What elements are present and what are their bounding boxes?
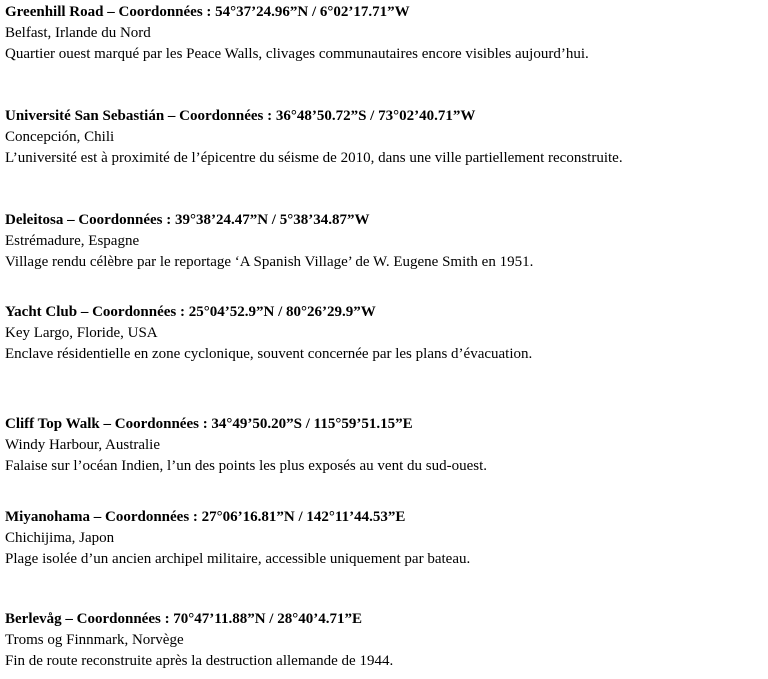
entry-title: Cliff Top Walk – Coordonnées : 34°49’50.20”S / 115°59’51.15”E	[5, 416, 413, 432]
entry-title: Deleitosa – Coordonnées : 39°38’24.47”N / 5°38’34.87”W	[5, 212, 370, 228]
entry-description: Enclave résidentielle en zone cyclonique, souvent concernée par les plans d’évacuation.	[5, 346, 533, 362]
entry-greenhill-road	[5, 2, 765, 65]
entry-title: Berlevåg – Coordonnées : 70°47’11.88”N / 28°40’4.71”E	[5, 611, 362, 627]
entry-description: Quartier ouest marqué par les Peace Walls, clivages communautaires encore visibles aujourd’hui.	[5, 46, 589, 62]
entry-title: Greenhill Road – Coordonnées : 54°37’24.96”N / 6°02’17.71”W	[5, 4, 410, 20]
entry-description: Village rendu célèbre par le reportage ‘A Spanish Village’ de W. Eugene Smith en 1951.	[5, 254, 534, 270]
entry-description: Plage isolée d’un ancien archipel militaire, accessible uniquement par bateau.	[5, 551, 471, 567]
entry-location: Windy Harbour, Australie	[5, 437, 161, 453]
entry-description: Fin de route reconstruite après la destruction allemande de 1944.	[5, 653, 394, 669]
entry-location: Estrémadure, Espagne	[5, 233, 140, 249]
entry-location: Key Largo, Floride, USA	[5, 325, 158, 341]
entry-berlevag	[5, 609, 765, 672]
entry-location: Concepción, Chili	[5, 129, 115, 145]
entry-universite-san-sebastian	[5, 106, 765, 169]
entry-location: Belfast, Irlande du Nord	[5, 25, 151, 41]
entry-miyanohama	[5, 507, 765, 570]
entry-deleitosa	[5, 210, 765, 273]
entry-title: Université San Sebastián – Coordonnées : 36°48’50.72”S / 73°02’40.71”W	[5, 108, 476, 124]
entry-title: Yacht Club – Coordonnées : 25°04’52.9”N / 80°26’29.9”W	[5, 304, 376, 320]
entry-yacht-club	[5, 302, 765, 365]
entry-description: L’université est à proximité de l’épicentre du séisme de 2010, dans une ville partiellement reconstruite.	[5, 150, 623, 166]
entry-description: Falaise sur l’océan Indien, l’un des points les plus exposés au vent du sud-ouest.	[5, 458, 487, 474]
entry-location: Chichijima, Japon	[5, 530, 115, 546]
entry-location: Troms og Finnmark, Norvège	[5, 632, 184, 648]
entry-cliff-top-walk	[5, 414, 765, 477]
entry-title: Miyanohama – Coordonnées : 27°06’16.81”N / 142°11’44.53”E	[5, 509, 406, 525]
